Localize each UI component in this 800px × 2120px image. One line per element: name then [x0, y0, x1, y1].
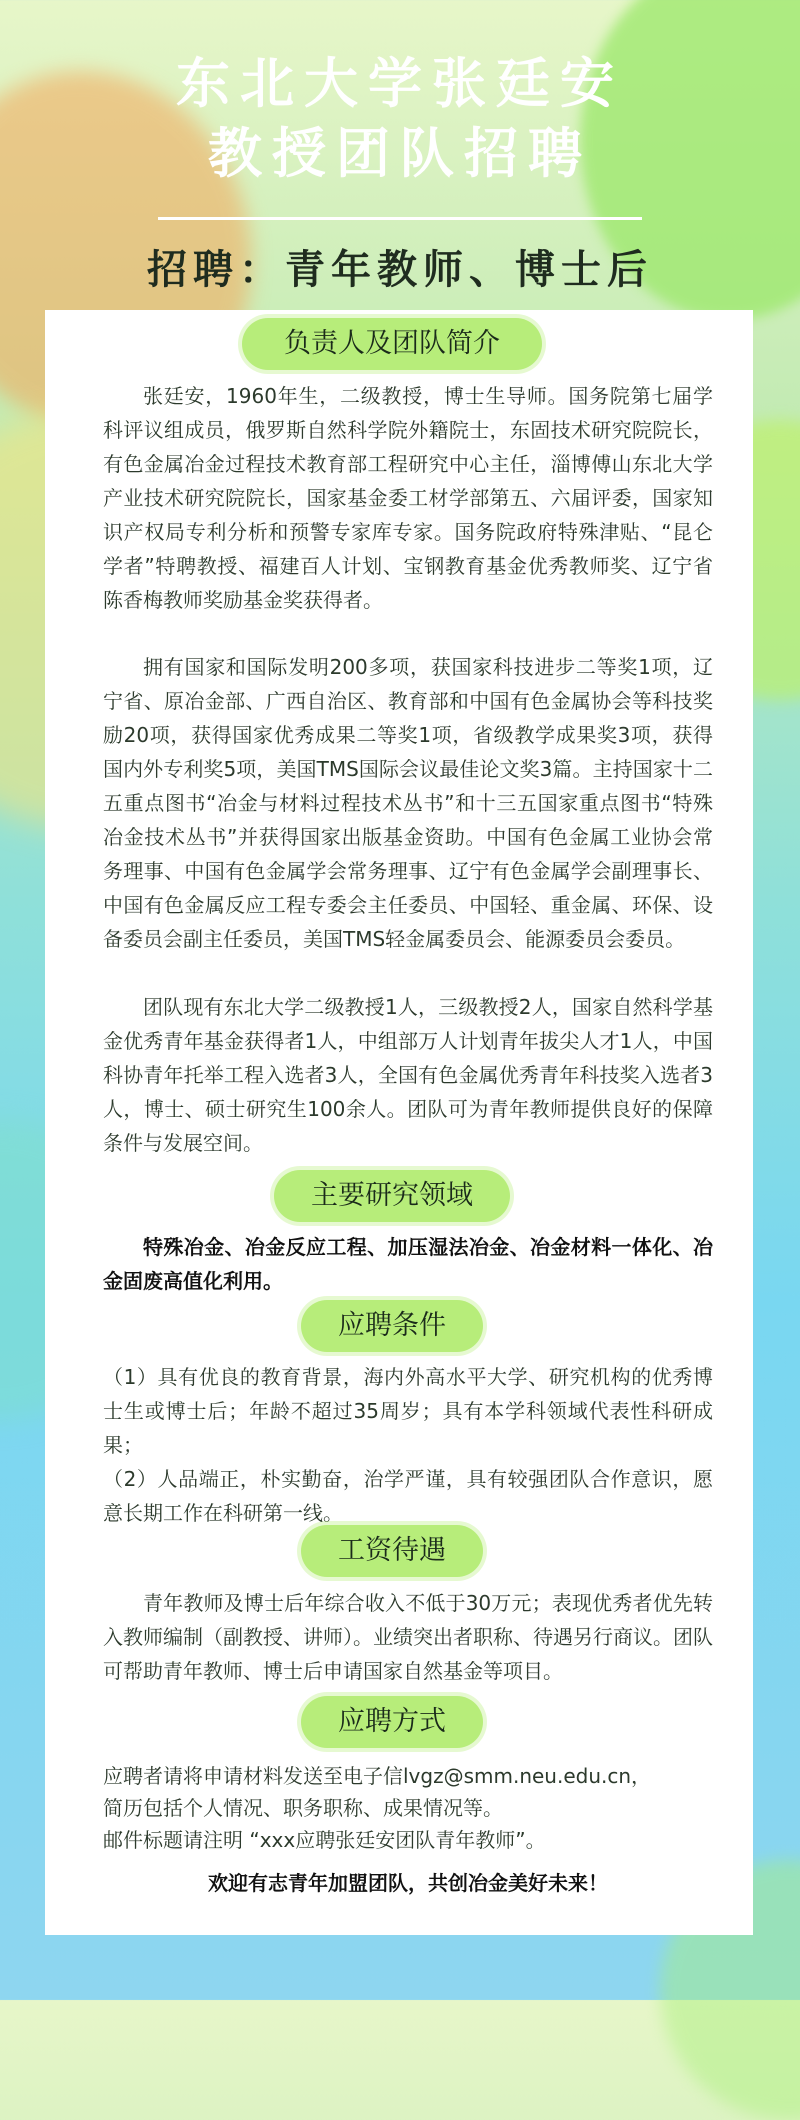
apply-line-1: 应聘者请将申请材料发送至电子信lvgz@smm.neu.edu.cn，: [103, 1764, 652, 1788]
heading-salary: 工资待遇: [301, 1525, 483, 1577]
title-line-1: 东北大学张廷安: [176, 52, 624, 115]
heading-conditions: 应聘条件: [301, 1300, 483, 1352]
apply-line-2: 简历包括个人情况、职务职称、成果情况等。: [103, 1796, 503, 1820]
title-line-2: 教授团队招聘: [208, 122, 592, 185]
condition-1: （1）具有优良的教育背景，海内外高水平大学、研究机构的优秀博士生或博士后；年龄不超过35周岁；具有本学科领域代表性科研成果；: [103, 1365, 713, 1457]
poster-header: [0, 0, 800, 310]
intro-paragraph-1: 张廷安，1960年生，二级教授，博士生导师。国务院第七届学科评议组成员，俄罗斯自然科学院外籍院士，东固技术研究院院长，有色金属冶金过程技术教育部工程研究中心主任，淄博傅山东北大学产业技术研究院院长，国家基金委工材学部第五、六届评委，国家知识产权局专利分析和预警专家库专家。国务院政府特殊津贴、“昆仑学者”特聘教授、福建百人计划、宝钢教育基金优秀教师奖、辽宁省陈香梅教师奖励基金奖获得者。: [103, 384, 713, 612]
intro-paragraph-3: 团队现有东北大学二级教授1人，三级教授2人，国家自然科学基金优秀青年基金获得者1人，中组部万人计划青年拔尖人才1人，中国科协青年托举工程入选者3人，全国有色金属优秀青年科技奖入选者3人，博士、硕士研究生100余人。团队可为青年教师提供良好的保障条件与发展空间。: [103, 995, 713, 1155]
heading-research: 主要研究领域: [274, 1170, 510, 1222]
intro-paragraph-2: 拥有国家和国际发明200多项，获国家科技进步二等奖1项，辽宁省、原冶金部、广西自治区、教育部和中国有色金属协会等科技奖励20项，获得国家优秀成果二等奖1项，省级教学成果奖3项，获得国内外专利奖5项，美国TMS国际会议最佳论文奖3篇。主持国家十二五重点图书“冶金与材料过程技术丛书”和十三五国家重点图书“特殊冶金技术丛书”并获得国家出版基金资助。中国有色金属工业协会常务理事、中国有色金属学会常务理事、辽宁有色金属学会副理事长、中国有色金属反应工程专委会主任委员、中国轻、重金属、环保、设备委员会副主任委员，美国TMS轻金属委员会、能源委员会委员。: [103, 655, 713, 951]
content-panel: [45, 310, 753, 1935]
research-text: 特殊冶金、冶金反应工程、加压湿法冶金、冶金材料一体化、冶金固废高值化利用。: [103, 1235, 713, 1293]
subtitle: 招聘：青年教师、博士后: [147, 247, 653, 293]
heading-intro: 负责人及团队简介: [242, 318, 542, 370]
salary-text: 青年教师及博士后年综合收入不低于30万元；表现优秀者优先转入教师编制（副教授、讲师）。业绩突出者职称、待遇另行商议。团队可帮助青年教师、博士后申请国家自然基金等项目。: [103, 1591, 713, 1683]
closing-line: 欢迎有志青年加盟团队，共创冶金美好未来！: [208, 1871, 608, 1895]
condition-2: （2）人品端正，朴实勤奋，治学严谨，具有较强团队合作意识，愿意长期工作在科研第一线。: [103, 1467, 713, 1525]
apply-line-3: 邮件标题请注明 “xxx应聘张廷安团队青年教师”。: [103, 1828, 546, 1852]
title-divider: [158, 217, 642, 220]
heading-apply: 应聘方式: [301, 1696, 483, 1748]
